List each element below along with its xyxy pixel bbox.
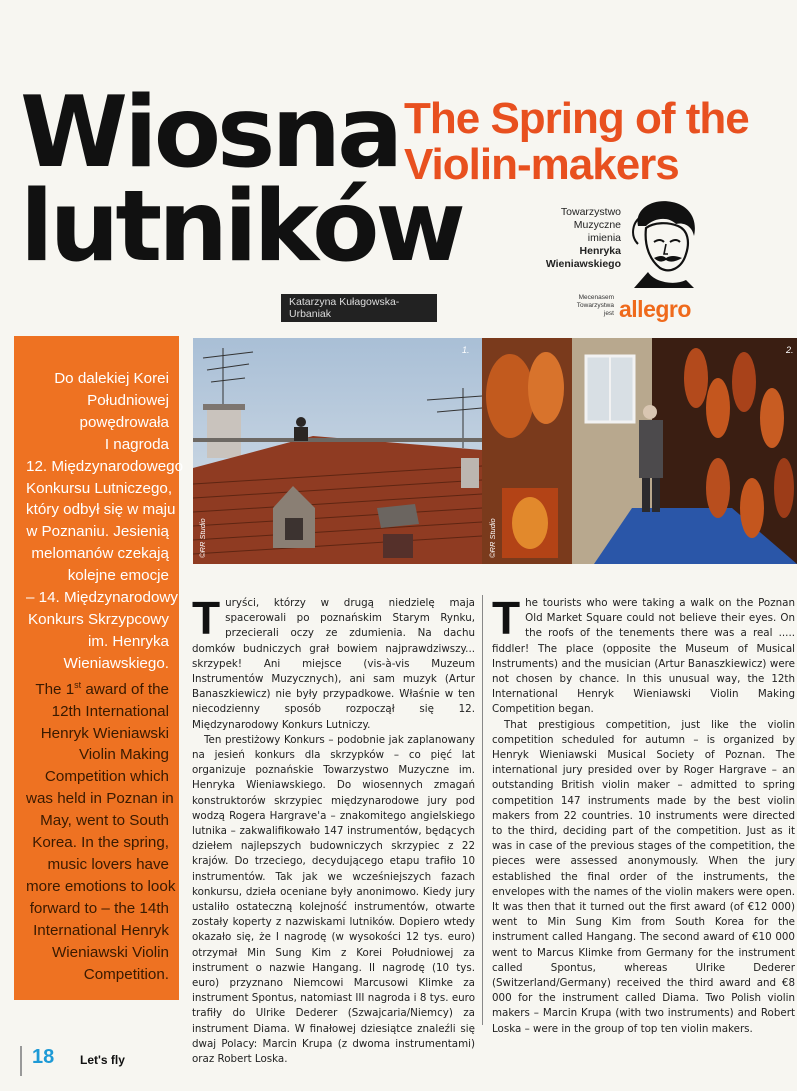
title-english-line2: Violin-makers: [404, 140, 679, 189]
title-english: [404, 96, 749, 188]
intro-en-line: May, went to South: [40, 812, 169, 830]
article-pl-p1: uryści, którzy w drugą niedzielę maja spacerowali po poznańskim Starym Rynku, przecierali oczy ze zdumienia. Na dachu domków budniczych grał bowiem najprawdziwszy... skrzypek! Ani miejsce (vis-à-vis Muzeum Instrumentów Muzycznych), ani sam muzyk (Artur Banaszkiewicz) nie były przypadkowe. Właśnie w ten niecodzienny sposób rozpoczął się 12. Międzynarodowy Konkurs Lutniczy.: [192, 597, 475, 731]
article-pl-paragraph: [192, 592, 475, 733]
article-polish: [192, 592, 475, 1067]
intro-pl-line: 12. Międzynarodowego: [26, 457, 184, 475]
photo1-number: 1.: [462, 345, 470, 355]
intro-pl-line: I nagroda: [104, 435, 169, 453]
article-en-paragraph: [492, 592, 795, 718]
intro-pl-line: im. Henryka: [87, 632, 169, 650]
page-number: 18: [32, 1046, 55, 1068]
intro-en-line: Wieniawski Violin: [51, 943, 169, 961]
photo-violinist-on-roof: [193, 338, 482, 564]
title-polish: [20, 76, 462, 284]
sponsor-line: Mecenasem: [578, 294, 614, 301]
society-name: [535, 206, 621, 271]
intro-en-suffix: award of the: [81, 680, 169, 698]
intro-pl-line: który odbył się w maju: [26, 501, 176, 519]
intro-en-line: Competition.: [83, 965, 169, 983]
photo2-credit: ©RR Studio: [488, 518, 497, 558]
society-line: Wieniawskiego: [545, 258, 621, 270]
sponsor-line: jest: [603, 310, 614, 317]
dropcap: T: [192, 592, 221, 644]
intro-en-line: Henryk Wieniawski: [40, 724, 169, 742]
column-divider: [482, 595, 483, 1025]
magazine-name: Let's fly: [80, 1053, 125, 1067]
intro-en-line: more emotions to look: [26, 877, 176, 895]
sponsor-line: Towarzystwa: [576, 302, 614, 309]
sponsor-label: [560, 294, 614, 318]
footer-rule: [20, 1046, 22, 1076]
article-en-p2: That prestigious competition, just like the violin competition scheduled for autumn – is organized by Henryk Wieniawski Musical Society of Poznan. The international jury presided over by Roger Hargrave – an outstanding British violin maker – admitted to spring competition 147 instruments made by the best violin makers from 22 countries. 10 instruments were directed to the third, deciding part of the competition. Just as it was in case of the previous stages of the competition, the pieces were assessed anonymously. When the jury established the final order of the instruments, the envelopes with the names of the violin makers were open. It was then that it turned out the first award (of €12 000) went to Min Sung Kim from South Korea for the instrument called Hangang. The second award of €10 000 went to Marcus Klimke from Germany for the instrument called Spontus, whereas Ulrike Dederer (Switzerland/Germany) received the third award and €8 000 for the instrument called Diama. Two Polish violin makers – Marcin Krupa (with two instruments) and Robert Loska – were in the group of top ten violin makers.: [492, 718, 795, 1035]
intro-pl-line: kolejne emocje: [67, 567, 169, 585]
intro-pl-line: Konkursu Lutniczego,: [26, 479, 173, 497]
intro-pl-line: w Poznaniu. Jesienią: [26, 523, 169, 541]
intro-en-line: International Henryk: [33, 921, 169, 939]
dropcap: T: [492, 592, 521, 644]
intro-pl-line: melomanów czekają: [31, 545, 169, 563]
author-byline: Katarzyna Kułagowska-Urbaniak: [281, 294, 437, 322]
article-english: [492, 592, 795, 1037]
article-pl-p2: Ten prestiżowy Konkurs – podobnie jak zaplanowany na jesień konkurs dla skrzypków – co pięć lat organizuje poznańskie Towarzystwo Muzyczne im. Henryka Wieniawskiego. Do wiosennych zmagań konstruktorów skrzypiec międzynarodowe jury pod wodzą Rogera Hargrave'a – znakomitego angielskiego lutnika – zakwalifikowało 147 instrumentów, będących dziełem najlepszych budowniczych skrzypiec z 22 krajów. Do trzeciego, decydującego etapu trafiło 10 instrumentów. Tak jak we wcześniejszych fazach konkursu, dzieła oceniane były anonimowo. Kiedy jury ustaliło ostateczną kolejność instrumentów, otwarte zostały koperty z nazwiskami lutników. Dopiero wtedy okazało się, że I nagrodę (w wysokości 12 tys. euro) otrzymał Min Sung Kim z Korei Południowej za instrument o nazwie Hangang. II nagrodę (10 tys. euro) przyznano Niemcowi Marcusowi Klimke za instrument Spontus, natomiast III nagroda i 8 tys. euro trafiły do Ulrike Dederer (Szwajcaria/Niemcy) za instrument Diama. W finałowej dziesiątce znaleźli się dwaj Polacy: Marcin Krupa (z dwoma instrumentami) oraz Robert Loska.: [192, 733, 475, 1066]
photo-violin-museum: [482, 338, 797, 564]
title-polish-line2: lutników: [20, 170, 462, 284]
intro-pl-line: – 14. Międzynarodowy: [26, 589, 178, 607]
society-line: Towarzystwo: [560, 206, 621, 218]
intro-pl-line: Wieniawskiego.: [63, 654, 169, 672]
photo2-number: 2.: [786, 345, 794, 355]
intro-pl-line: Konkurs Skrzypcowy: [28, 610, 169, 628]
intro-en-line: Korea. In the spring,: [32, 834, 169, 852]
article-en-p1: he tourists who were taking a walk on the Poznan Old Market Square could not believe their eyes. On the roofs of the tenements there was a real ..... fiddler! The place (opposite the Museum of Musical Instruments) and the musician (Artur Banaszkiewicz) were not chosen by chance. In this unusual way, the 12th International Henryk Wieniawski Violin Making Competition began.: [492, 597, 795, 716]
intro-en-prefix: The 1: [35, 680, 75, 698]
intro-text: [26, 368, 184, 985]
intro-en-line: forward to – the 14th: [29, 899, 169, 917]
title-polish-line1: Wiosna: [20, 76, 400, 190]
society-line: Henryka: [579, 245, 621, 257]
intro-en-line: was held in Poznan in: [26, 790, 174, 808]
intro-en-first-line: [26, 675, 169, 701]
intro-pl-line: Południowej: [87, 391, 169, 409]
title-english-line1: The Spring of the: [404, 94, 749, 143]
photo1-credit: ©RR Studio: [198, 518, 207, 558]
intro-pl-line: Do dalekiej Korei: [54, 370, 169, 387]
society-line: imienia: [587, 232, 621, 244]
wieniawski-portrait-logo: [624, 196, 704, 288]
intro-en-line: Violin Making: [78, 746, 169, 764]
intro-pl-line: powędrowała: [79, 413, 169, 431]
intro-en-line: Competition which: [44, 768, 169, 786]
intro-en-line: 12th International: [51, 702, 169, 720]
intro-en-sup: st: [74, 679, 82, 690]
intro-en-line: music lovers have: [47, 856, 169, 873]
allegro-logo: allegro: [619, 296, 691, 322]
society-line: Muzyczne: [573, 219, 621, 231]
